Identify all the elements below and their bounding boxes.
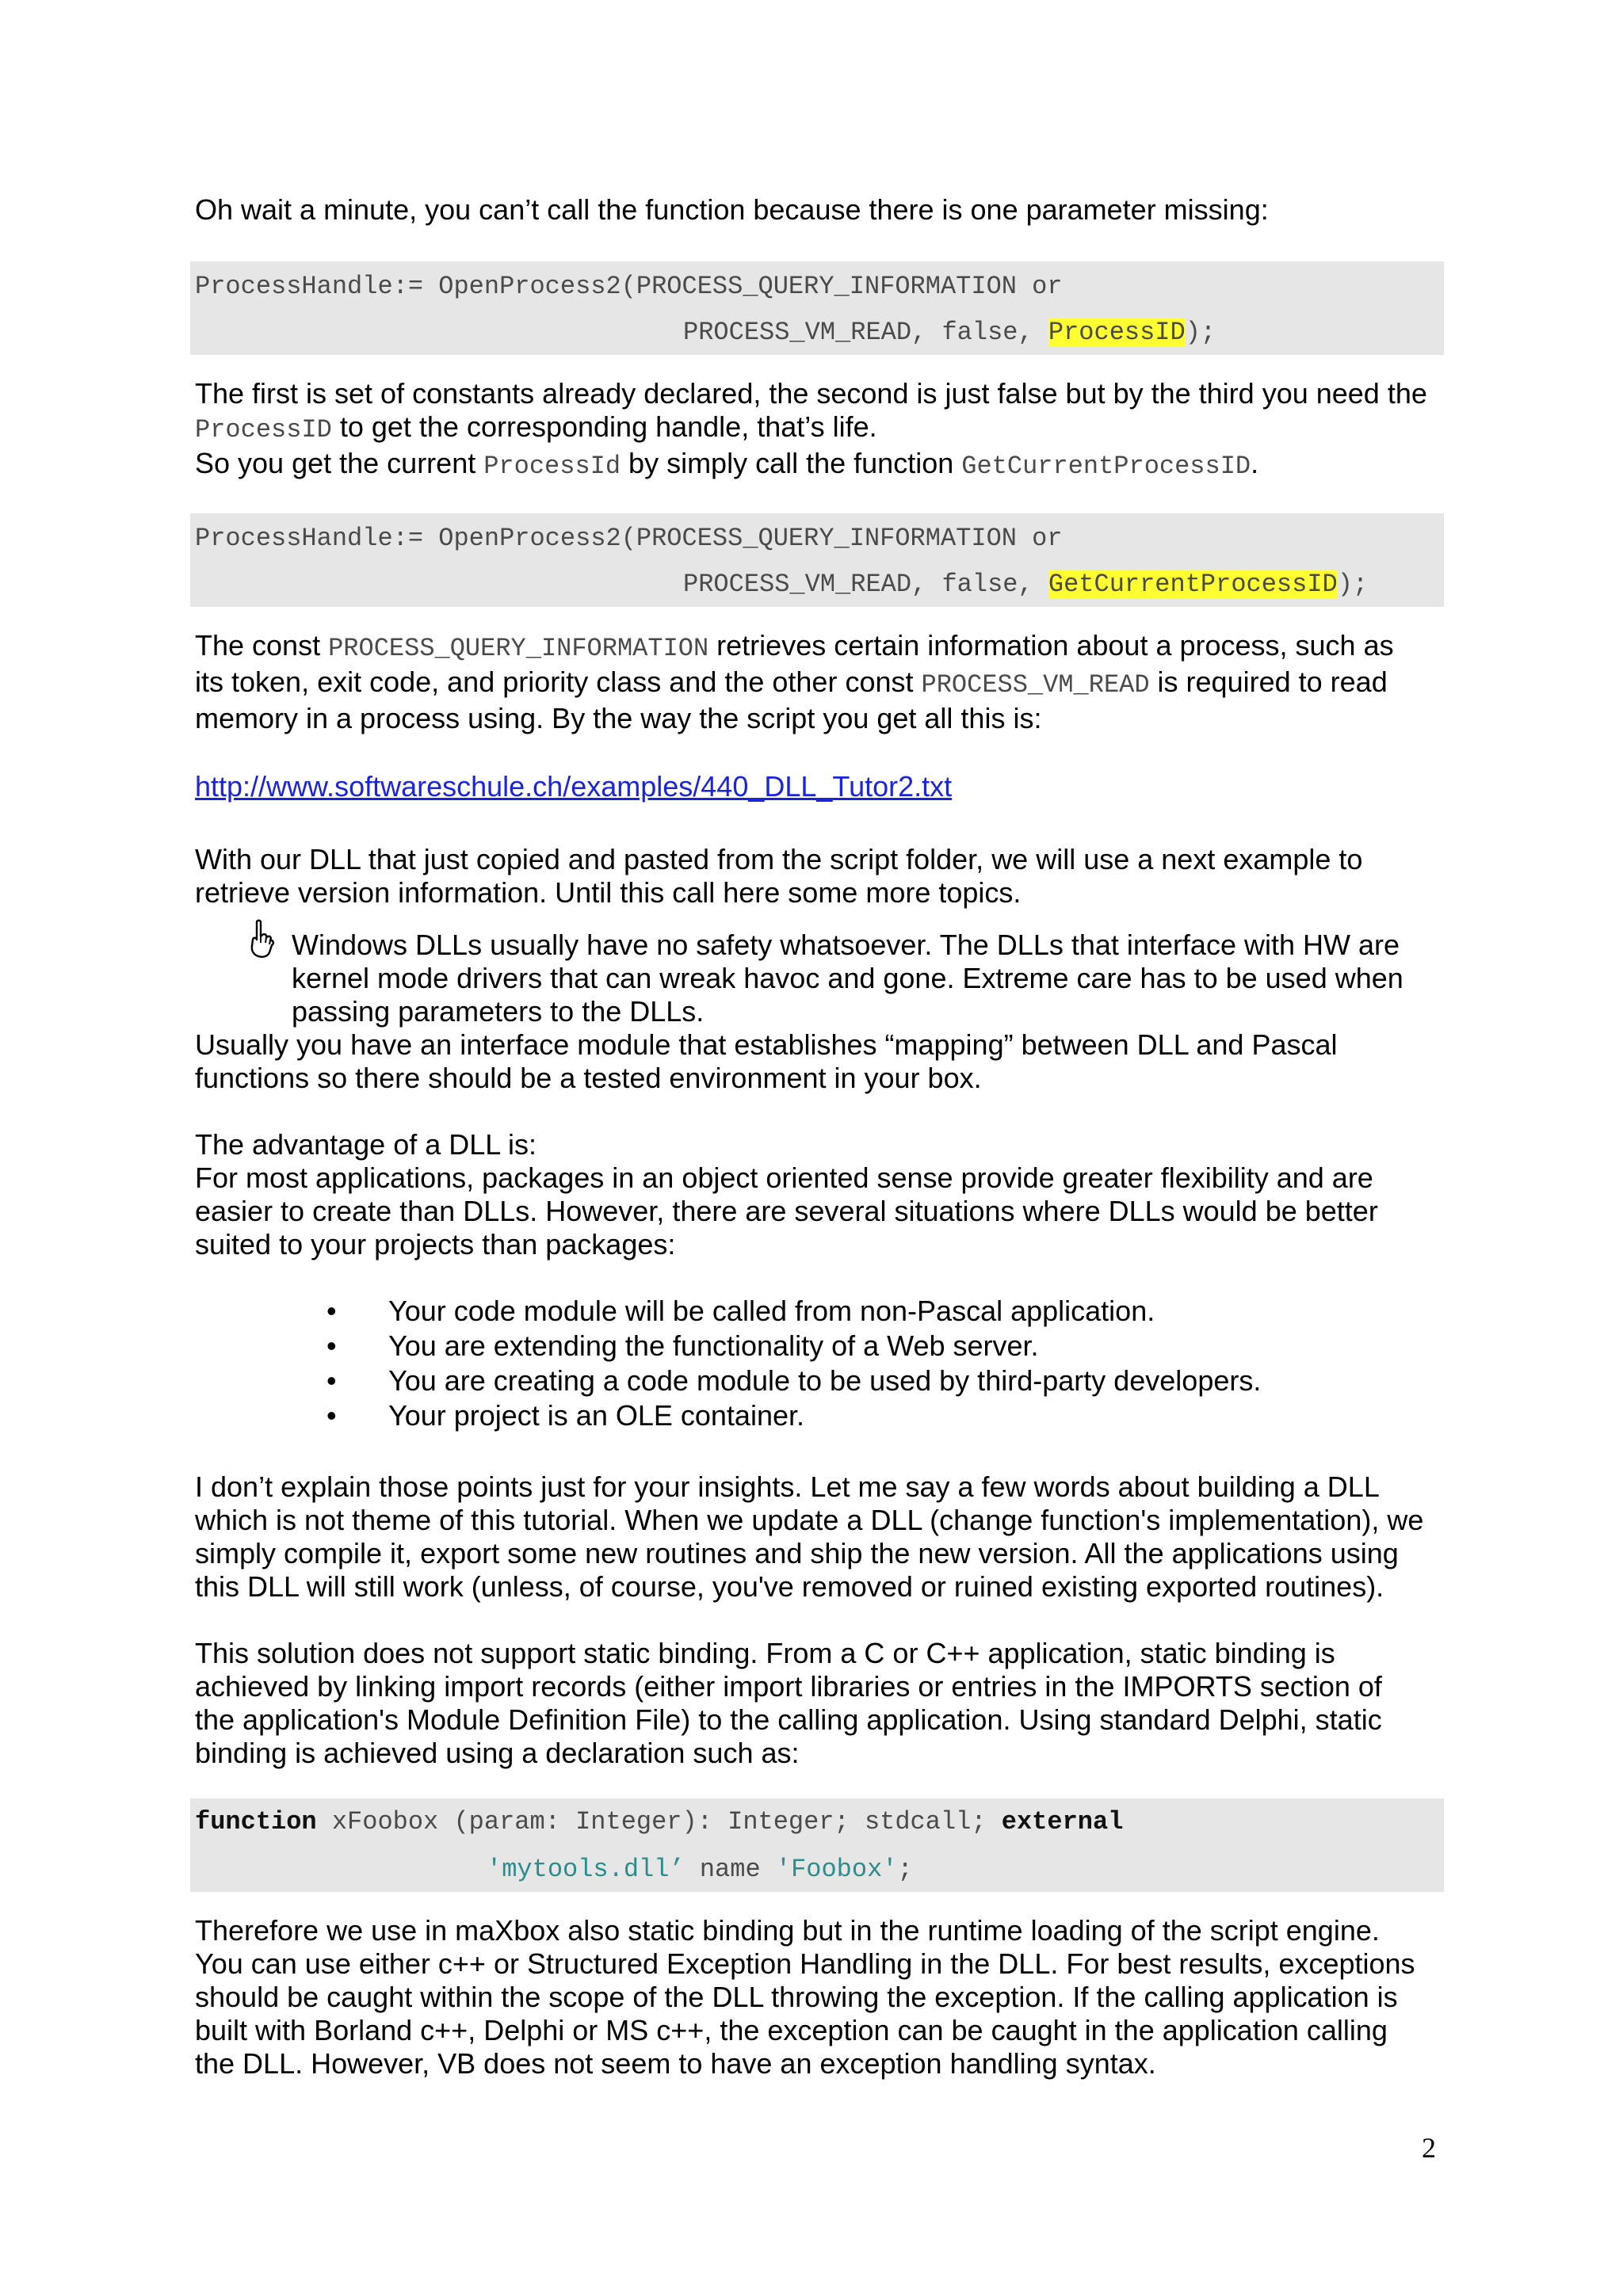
code-block-3 xyxy=(190,1798,1444,1892)
code-line: ProcessHandle:= OpenProcess2(PROCESS_QUERY_INFORMATION or xyxy=(195,272,1063,301)
script-link-row xyxy=(195,770,1447,803)
paragraph-exceptions: Therefore we use in maXbox also static binding but in the runtime loading of the script engine. You can use either c++ or Structured Exception Handling in the DLL. For best results, exceptions should be caught within the scope of the DLL throwing the exception. If the calling application is built with Borland c++, Delphi or MS c++, the exception can be caught in the application calling the DLL. However, VB does not seem to have an exception handling syntax. xyxy=(195,1914,1415,2080)
paragraph-advantage: The advantage of a DLL is: For most applications, packages in an object oriented sense provide greater flexibility and are easier to create than DLLs. However, there are several situations where DLLs would be better suited to your projects than packages: xyxy=(195,1128,1378,1261)
paragraph-intro: Oh wait a minute, you can’t call the function because there is one parameter missing: xyxy=(195,193,1269,226)
code-line: 'mytools.dll’ name 'Foobox'; xyxy=(487,1855,913,1884)
page-number: 2 xyxy=(1422,2132,1436,2164)
inline-code: GetCurrentProcessID xyxy=(961,452,1251,481)
inline-code: ProcessId xyxy=(483,452,621,481)
script-link[interactable]: http://www.softwareschule.ch/examples/440_DLL_Tutor2.txt xyxy=(195,770,953,803)
highlighted-parameter: GetCurrentProcessID xyxy=(1048,570,1338,599)
bullet-icon: • xyxy=(327,1329,337,1362)
string-literal: 'mytools.dll’ xyxy=(487,1855,685,1884)
code-block-1 xyxy=(190,261,1444,355)
code-line: function xFoobox (param: Integer): Integer; stdcall; external xyxy=(195,1807,1124,1836)
code-line: ProcessHandle:= OpenProcess2(PROCESS_QUERY_INFORMATION or xyxy=(195,524,1063,553)
bullet-icon: • xyxy=(327,1364,337,1397)
keyword: function xyxy=(195,1807,317,1836)
paragraph-static-binding: This solution does not support static binding. From a C or C++ application, static binding is achieved by linking import records (either import libraries or entries in the IMPORTS section of the application's Module Definition File) to the calling application. Using standard Delphi, static binding is achieved using a declaration such as: xyxy=(195,1637,1382,1769)
bullet-icon: • xyxy=(327,1399,337,1432)
paragraph-interface-module: Usually you have an interface module that establishes “mapping” between DLL and Pascal functions so there should be a tested environment in your box. xyxy=(195,1028,1338,1094)
paragraph-const-explanation: The const PROCESS_QUERY_INFORMATION retrieves certain information about a process, such as its token, exit code, and priority class and the other const PROCESS_VM_READ is required to read memory in a process using. By the way the script you get all this is: xyxy=(195,629,1394,734)
string-literal: 'Foobox' xyxy=(775,1855,898,1884)
document-page: Oh wait a minute, you can’t call the function because there is one parameter missing: ProcessHandle:= OpenProcess2(PROCESS_QUERY_INFORMATION or PROCESS_VM_READ, false, ProcessID); The first is set of constants already declared, the second is just false but by the third you need the ProcessID to get the corresponding handle, that’s life. So you get the current ProcessId by simply call the function GetCurrentProcessID. ProcessHandle:= OpenProcess2(PROCESS_QUERY_INFORMATION or PROCESS_VM_READ, false, GetCurrentProcessID); The const PROCESS_QUERY_INFORMATION retrieves certain information about a process, such as its token, exit code, and priority class and the other const PROCESS_VM_READ is required to read memory in a process using. By the way the script you get all this is: http://www.softwareschule.ch/examples/440_DLL_Tutor2.txt With our DLL that just copied and pasted from the script folder, we will use a next example to retrieve version information. Until this call here some more topics. Windows DLLs usually have no safety whatsoever. The DLLs that interface with HW are kernel mode drivers that can wreak havoc and gone. Extreme care has to be used when passing parameters to the DLLs. Usually you have an interface module that establishes “mapping” between DLL and Pascal functions so there should be a tested environment in your box. The advantage of a DLL is: For most applications, packages in an object oriented sense provide greater flexibility and are easier to create than DLLs. However, there are several situations where DLLs would be better suited to your projects than packages: • Your code module will be called from non-Pascal application. • You are extending the functionality of a Web server. • You are creating a code module to be used by third-party developers. • Your project is an OLE container. I don’t explain those points just for your insights. Let me say a few words about building a DLL which is not theme of this tutorial. When we update a DLL (change function's implementation), we simply compile it, export some new routines and ship the new version. All the applications using this DLL will still work (unless, of course, you've removed or ruined existing exported routines). This solution does not support static binding. From a C or C++ application, static binding is achieved by linking import records (either import libraries or entries in the IMPORTS section of the application's Module Definition File) to the calling application. Using standard Delphi, static binding is achieved using a declaration such as: function xFoobox (param: Integer): Integer; stdcall; external 'mytools.dll’ name 'Foobox'; Therefore we use in maXbox also static binding but in the runtime loading of the script engine. You can use either c++ or Structured Exception Handling in the DLL. For best results, exceptions should be caught within the scope of the DLL throwing the exception. If the calling application is built with Borland c++, Delphi or MS c++, the exception can be caught in the application calling the DLL. However, VB does not seem to have an exception handling syntax. 2 xyxy=(0,0,1623,2296)
highlighted-parameter: ProcessID xyxy=(1048,318,1186,347)
keyword: external xyxy=(1001,1807,1124,1836)
inline-code: PROCESS_VM_READ xyxy=(921,670,1150,700)
inline-code: ProcessID xyxy=(195,415,332,444)
code-block-2 xyxy=(190,513,1444,607)
inline-code: PROCESS_QUERY_INFORMATION xyxy=(328,634,709,663)
paragraph-constants: The first is set of constants already declared, the second is just false but by the third you need the ProcessID to get the corresponding handle, that’s life. So you get the current ProcessId by simply call the function GetCurrentProcessID. xyxy=(195,377,1427,481)
paragraph-dll-example: With our DLL that just copied and pasted from the script folder, we will use a next example to retrieve version information. Until this call here some more topics. xyxy=(195,843,1363,909)
code-line: PROCESS_VM_READ, false, GetCurrentProcessID); xyxy=(683,570,1369,599)
pointing-hand-icon xyxy=(246,919,277,960)
paragraph-building-dll: I don’t explain those points just for your insights. Let me say a few words about building a DLL which is not theme of this tutorial. When we update a DLL (change function's implementation), we simply compile it, export some new routines and ship the new version. All the applications using this DLL will still work (unless, of course, you've removed or ruined existing exported routines). xyxy=(195,1470,1424,1603)
code-line: PROCESS_VM_READ, false, ProcessID); xyxy=(683,318,1216,347)
bullet-icon: • xyxy=(327,1295,337,1327)
note-safety: Windows DLLs usually have no safety whatsoever. The DLLs that interface with HW are kernel mode drivers that can wreak havoc and gone. Extreme care has to be used when passing parameters to the DLLs. xyxy=(292,929,1403,1028)
